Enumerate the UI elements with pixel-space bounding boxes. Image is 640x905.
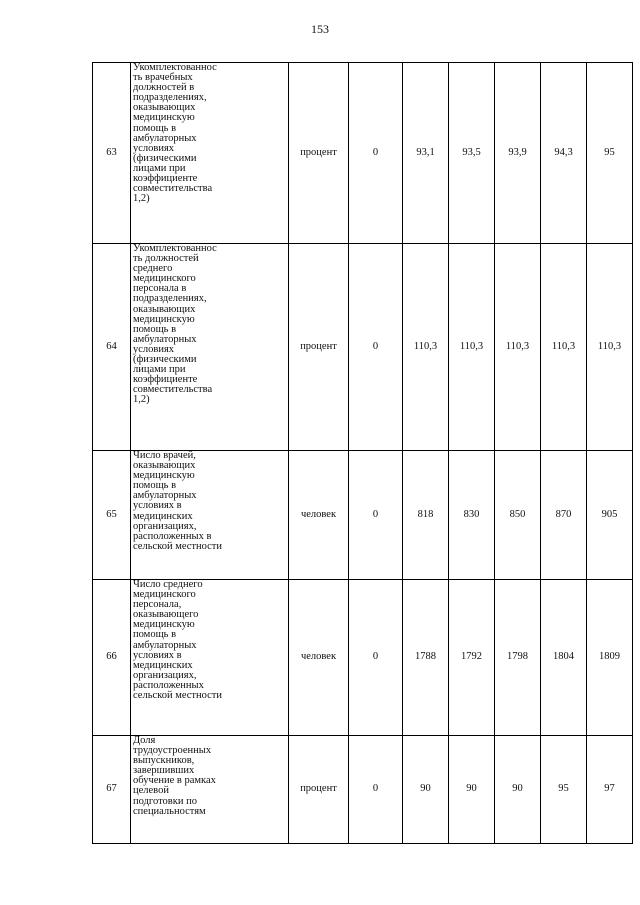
indicator-name-line: амбулаторных [133, 333, 197, 345]
indicator-name-line: (физическими [133, 354, 197, 366]
value-cell: 93,9 [495, 63, 541, 244]
value-cell: 818 [403, 451, 449, 580]
value-cell: 110,3 [449, 244, 495, 451]
indicator-name-line: Число среднего [133, 579, 203, 590]
indicator-name-line: персонала, [133, 599, 182, 611]
value-cell: 0 [349, 736, 403, 844]
indicator-name-line: Число врачей, [133, 450, 196, 461]
indicator-name-line: сельской местности [133, 690, 223, 702]
value-cell: 95 [541, 736, 587, 844]
page-number: 153 [311, 22, 329, 36]
indicator-name-line: медицинскую [133, 313, 195, 325]
indicator-name-line: должностей в [133, 82, 195, 94]
indicator-name [131, 451, 289, 580]
value-cell: 1804 [541, 580, 587, 736]
indicator-name-line: помощь в [133, 480, 177, 492]
indicator-name-line: медицинских [133, 659, 193, 671]
indicator-name-line: трудоустроенных [133, 745, 212, 757]
row-number: 63 [93, 63, 131, 244]
indicator-name-line: оказывающих [133, 460, 196, 472]
unit-cell: человек [289, 451, 349, 580]
indicator-name-line: выпускников, [133, 755, 195, 767]
indicator-name-line: амбулаторных [133, 490, 197, 502]
indicator-name-line: Укомплектованнос [133, 243, 217, 254]
indicator-name-line: лицами при [133, 162, 186, 174]
indicator-name-line: медицинских [133, 510, 193, 522]
indicator-name-line: организациях, [133, 520, 197, 532]
value-cell: 93,1 [403, 63, 449, 244]
row-number: 65 [93, 451, 131, 580]
table-row [93, 244, 633, 451]
indicator-name [131, 244, 289, 451]
indicator-name-line: совместительства [133, 384, 213, 396]
indicator-name-line: (физическими [133, 152, 197, 164]
indicator-name [131, 63, 289, 244]
value-cell: 1809 [587, 580, 633, 736]
indicator-name-line: Укомплектованнос [133, 62, 217, 73]
value-cell: 110,3 [541, 244, 587, 451]
indicator-name-line: совместительства [133, 183, 213, 195]
indicator-name-line: медицинскую [133, 470, 195, 482]
value-cell: 93,5 [449, 63, 495, 244]
value-cell: 850 [495, 451, 541, 580]
indicator-name-line: оказывающих [133, 303, 196, 315]
value-cell: 905 [587, 451, 633, 580]
value-cell: 90 [449, 736, 495, 844]
indicator-name-line: организациях, [133, 669, 197, 681]
value-cell: 1792 [449, 580, 495, 736]
value-cell: 870 [541, 451, 587, 580]
value-cell: 94,3 [541, 63, 587, 244]
indicator-name-line: 1,2) [133, 394, 150, 406]
row-number: 64 [93, 244, 131, 451]
indicator-name-line: сельской местности [133, 540, 223, 552]
value-cell: 110,3 [403, 244, 449, 451]
indicator-name-line: персонала в [133, 283, 187, 295]
unit-cell: человек [289, 580, 349, 736]
indicator-name-line: подразделениях, [133, 293, 207, 305]
value-cell: 97 [587, 736, 633, 844]
indicator-name-line: подразделениях, [133, 92, 207, 104]
unit-cell: процент [289, 736, 349, 844]
indicator-name-line: обучение в рамках [133, 775, 216, 787]
indicator-name-line: подготовки по [133, 795, 197, 807]
indicator-name-line: медицинского [133, 273, 196, 285]
indicator-name-line: расположенных [133, 679, 204, 691]
value-cell: 830 [449, 451, 495, 580]
indicator-name [131, 580, 289, 736]
row-number: 66 [93, 580, 131, 736]
indicator-name-line: условиях в [133, 649, 182, 661]
indicator-name-line: помощь в [133, 122, 177, 134]
value-cell: 110,3 [587, 244, 633, 451]
value-cell: 0 [349, 244, 403, 451]
table-row [93, 580, 633, 736]
row-number: 67 [93, 736, 131, 844]
indicator-name-line: 1,2) [133, 193, 150, 205]
unit-cell: процент [289, 244, 349, 451]
indicator-name-line: медицинскую [133, 112, 195, 124]
value-cell: 90 [495, 736, 541, 844]
unit-cell: процент [289, 63, 349, 244]
indicator-name-line: оказывающего [133, 609, 199, 621]
indicator-name-line: среднего [133, 263, 173, 275]
value-cell: 90 [403, 736, 449, 844]
indicator-name-line: расположенных в [133, 530, 212, 542]
indicator-name-line: условиях [133, 343, 175, 355]
indicator-name-line: коэффициенте [133, 173, 198, 185]
indicator-name-line: ть должностей [133, 253, 199, 265]
indicator-name-line: амбулаторных [133, 639, 197, 651]
indicator-name-line: медицинского [133, 589, 196, 601]
indicator-name-line: условиях в [133, 500, 182, 512]
indicator-name-line: помощь в [133, 323, 177, 335]
value-cell: 0 [349, 580, 403, 736]
indicator-name-line: коэффициенте [133, 374, 198, 386]
table-row [93, 451, 633, 580]
value-cell: 1798 [495, 580, 541, 736]
indicator-name [131, 736, 289, 844]
indicator-name-line: лицами при [133, 364, 186, 376]
indicator-name-line: завершивших [133, 765, 195, 777]
indicators-table [92, 62, 633, 844]
indicator-name-line: оказывающих [133, 102, 196, 114]
value-cell: 110,3 [495, 244, 541, 451]
indicator-name-line: Доля [133, 735, 156, 746]
value-cell: 0 [349, 63, 403, 244]
indicator-name-line: медицинскую [133, 619, 195, 631]
value-cell: 95 [587, 63, 633, 244]
indicator-name-line: целевой [133, 785, 169, 797]
table-row [93, 63, 633, 244]
table-row [93, 736, 633, 844]
indicator-name-line: специальностям [133, 805, 206, 817]
indicator-name-line: ть врачебных [133, 72, 193, 84]
indicator-name-line: амбулаторных [133, 132, 197, 144]
indicator-name-line: помощь в [133, 629, 177, 641]
value-cell: 1788 [403, 580, 449, 736]
value-cell: 0 [349, 451, 403, 580]
indicator-name-line: условиях [133, 142, 175, 154]
